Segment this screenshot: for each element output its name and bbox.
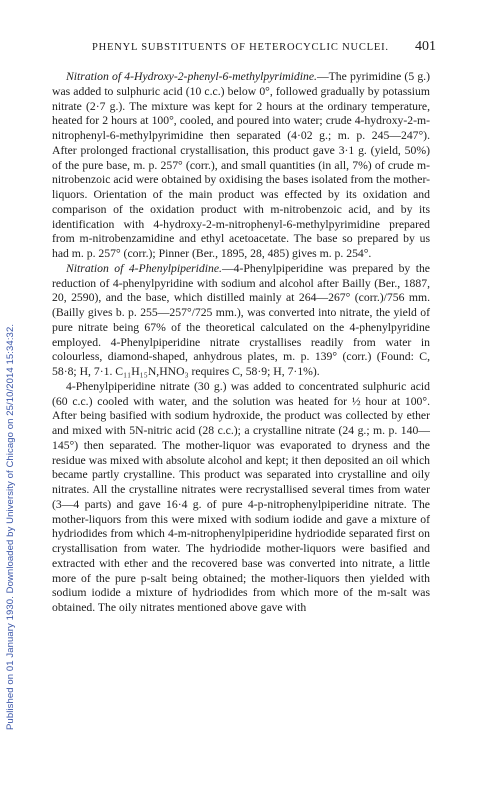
paragraph-text: 4-Phenylpiperidine nitrate (30 g.) was added to concentrated sulphuric acid (60 c.c.) cooled with water, and the solution was heated for ½ hour at 100°. After being basified with sodium hydroxide, the product was collected by ether and mixed with 5N-nitric acid (28 c.c.); a crystalline nitrate (24 g.; m. p. 140—145°) then separated. The mother-liquor was evaporated to dryness and the residue was mixed with absolute alcohol and kept; it then deposited an oil which became partly crystalline. This product was separated into crystalline and oily nitrates. All the crystalline nitrates were recrystallised several times from water (3—4 parts) and gave 16·4 g. of pure 4-p-nitrophenylpiperidine nitrate. The mother-liquors from this were mixed with sodium iodide and gave a mixture of hydriodides from which 4-m-nitrophenylpiperidine hydriodide separated first on crystallisation from water. The hydriodide mother-liquors were basified and extracted with ether and the recovered base was converted into nitrate, a little more of the pure p-salt being obtained; the mother-liquors then yielded with sodium iodide a mixture of hydriodides from which more of the m-salt was obtained. The oily nitrates mentioned above gave with <box>52 379 430 614</box>
article-body <box>52 70 430 616</box>
page-number: 401 <box>415 39 436 54</box>
paragraph-text: —4-Phenylpiperidine was prepared by the reduction of 4-phenylpyridine with sodium and alcohol after Bailly (Ber., 1887, 20, 2590), and the base, which distilled mainly at 264—267° (corr.)/756 mm. (Bailly gives b. p. 255—257°/725 mm.), was converted into nitrate, the yield of pure nitrate being 67% of the theoretical calculated on the 4-phenylpyridine employed. 4-Phenylpiperidine nitrate crystallises readily from water in colourless, diamond-shaped, anhydrous plates, m. p. 139° (corr.) (Found: C, 58·8; H, 7·1. C₁₁H₁₅N,HNO₃ requires C, 58·9; H, 7·1%). <box>52 261 430 378</box>
section-heading: Nitration of 4-Hydroxy-2-phenyl-6-methylpyrimidine. <box>66 70 317 83</box>
header-title: PHENYL SUBSTITUENTS OF HETEROCYCLIC NUCLEI. <box>92 42 389 53</box>
publication-notice: Published on 01 January 1930. Downloaded by University of Chicago on 25/10/2014 15:34:32. <box>5 323 16 730</box>
paragraph-text: —The pyrimidine (5 g.) was added to sulphuric acid (10 c.c.) below 0°, followed gradually by potassium nitrate (2·7 g.). The mixture was kept for 2 hours at the ordinary temperature, heated for 2 hours at 100°, cooled, and poured into water; crude 4-hydroxy-2-m-nitrophenyl-6-methylpyrimidine then separated (4·02 g.; m. p. 245—247°). After prolonged fractional crystallisation, this product gave 3·1 g. (yield, 50%) of the pure base, m. p. 257° (corr.), and small quantities (in all, 7%) of crude m-nitrobenzoic acid were obtained by oxidising the bases isolated from the mother-liquors. Orientation of the main product was effected by its oxidation and comparison of the oxidation product with m-nitrobenzoic acid, and by its identification with 4-hydroxy-2-m-nitrophenyl-6-methylpyrimidine prepared from m-nitrobenzamidine and ethyl acetoacetate. The base so prepared by us had m. p. 257° (corr.); Pinner (Ber., 1895, 28, 485) gives m. p. 254°. <box>52 70 430 260</box>
provenance-sidebar <box>0 40 22 730</box>
running-header <box>92 39 436 58</box>
paragraph-piperidine-nitration <box>52 262 430 380</box>
section-heading: Nitration of 4-Phenylpiperidine. <box>66 261 222 275</box>
paragraph-pyrimidine-nitration <box>52 70 430 262</box>
paragraph-nitrate-procedure <box>52 380 430 616</box>
